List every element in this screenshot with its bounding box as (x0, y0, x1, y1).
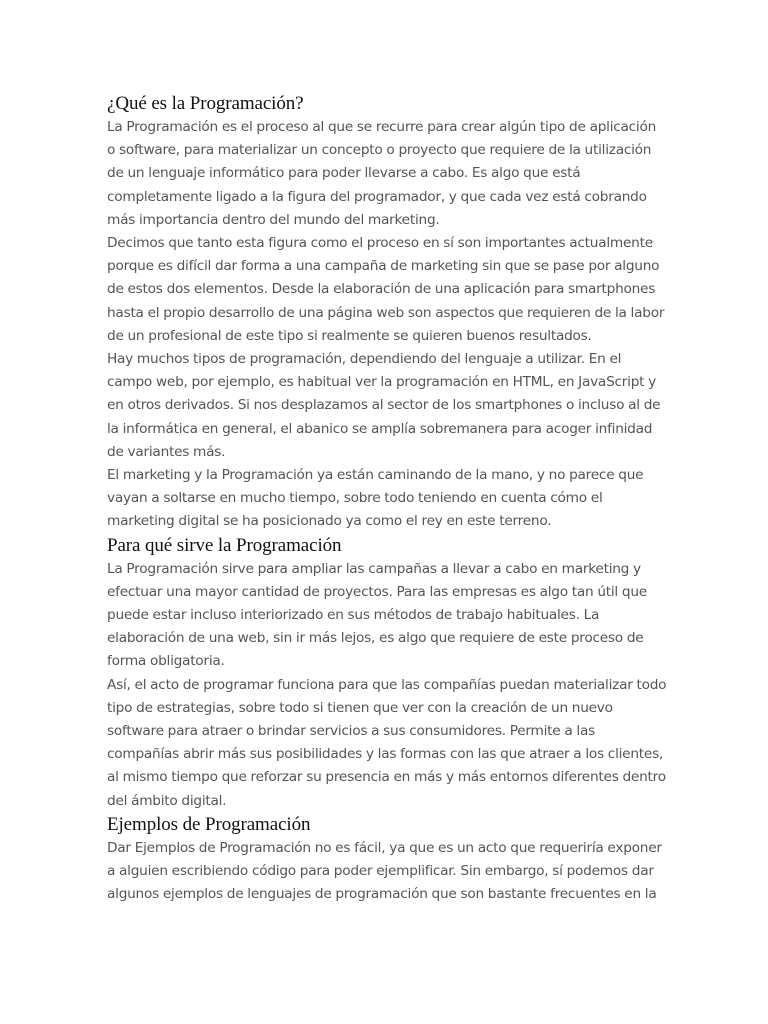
section-ejemplos (107, 813, 667, 907)
section-para-que-sirve (107, 534, 667, 813)
section-heading: Para qué sirve la Programación (107, 534, 342, 556)
paragraph: La Programación es el proceso al que se recurre para crear algún tipo de aplicación o software, para materializar un concepto o proyecto que requiere de la utilización de un lenguaje informático para poder llevarse a cabo. Es algo que está completamente ligado a la figura del programador, y que cada vez está cobrando más importancia dentro del mundo del marketing. (107, 119, 657, 228)
paragraph: Hay muchos tipos de programación, dependiendo del lenguaje a utilizar. En el campo web, por ejemplo, es habitual ver la programación en HTML, en JavaScript y en otros derivados. Si nos desplazamos al sector de los smartphones o incluso al de la informática en general, el abanico se amplía sobremanera para acoger infinidad de variantes más. (107, 351, 661, 460)
paragraph: Dar Ejemplos de Programación no es fácil, ya que es un acto que requeriría exponer a alguien escribiendo código para poder ejemplificar. Sin embargo, sí podemos dar algunos ejemplos de lenguajes de programación que son bastante frecuentes en la (107, 839, 662, 903)
paragraph: Decimos que tanto esta figura como el proceso en sí son importantes actualmente porque es difícil dar forma a una campaña de marketing sin que se pase por alguno de estos dos elementos. Desde la elaboración de una aplicación para smartphones hasta el propio desarrollo de una página web son aspectos que requieren de la labor de un profesional de este tipo si realmente se quieren buenos resultados. (107, 235, 665, 344)
paragraph: La Programación sirve para ampliar las campañas a llevar a cabo en marketing y efectuar una mayor cantidad de proyectos. Para las empresas es algo tan útil que puede estar incluso interiorizado en sus métodos de trabajo habituales. La elaboración de una web, sin ir más lejos, es algo que requiere de este proceso de forma obligatoria. (107, 560, 647, 670)
document-page (107, 92, 667, 907)
paragraph: El marketing y la Programación ya están caminando de la mano, y no parece que vayan a soltarse en mucho tiempo, sobre todo teniendo en cuenta cómo el marketing digital se ha posicionado ya como el rey en este terreno. (107, 467, 644, 530)
section-que-es (107, 92, 667, 534)
section-heading: Ejemplos de Programación (107, 813, 311, 835)
paragraph: Así, el acto de programar funciona para que las compañías puedan materializar todo tipo de estrategias, sobre todo si tienen que ver con la creación de un nuevo software para atraer o brindar servicios a sus consumidores. Permite a las compañías abrir más sus posibilidades y las formas con las que atraer a los clientes, al mismo tiempo que reforzar su presencia en más y más entornos diferentes dentro del ámbito digital. (107, 676, 667, 809)
section-heading: ¿Qué es la Programación? (107, 93, 304, 114)
